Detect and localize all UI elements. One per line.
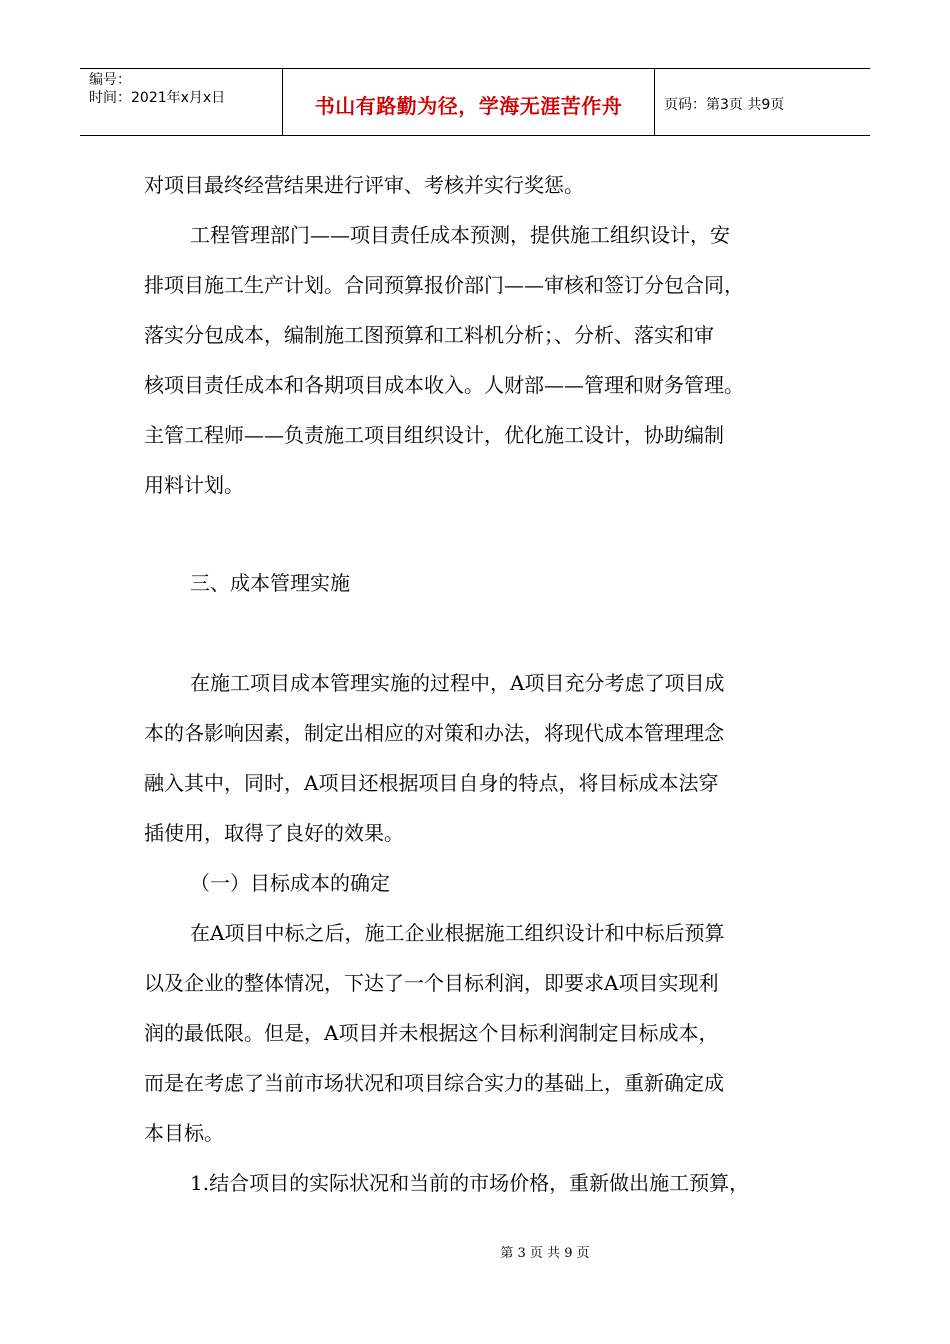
- serial-label: 编号：: [89, 72, 131, 88]
- text-line-16: 润的最低限。但是，A项目并未根据这个目标利润制定目标成本，: [144, 1021, 719, 1045]
- text-line-15: 以及企业的整体情况，下达了一个目标利润，即要求A项目实现利: [144, 971, 719, 995]
- header-page-code: 页码：第3页 共9页: [664, 97, 785, 113]
- header-motto: 书山有路勤为径，学海无涯苦作舟: [283, 69, 655, 135]
- text-line-18: 本目标。: [144, 1121, 224, 1145]
- time-label: 时间：2021年x月x日: [89, 90, 226, 106]
- text-line-9: 在施工项目成本管理实施的过程中，A项目充分考虑了项目成: [190, 671, 725, 695]
- text-line-11: 融入其中，同时，A项目还根据项目自身的特点，将目标成本法穿: [144, 771, 719, 795]
- text-line-14: 在A项目中标之后，施工企业根据施工组织设计和中标后预算: [190, 921, 725, 945]
- text-line-17: 而是在考虑了当前市场状况和项目综合实力的基础上，重新确定成: [144, 1071, 724, 1095]
- text-line-1: 对项目最终经营结果进行评审、考核并实行奖惩。: [144, 173, 584, 197]
- page-footer: 第 3 页 共 9 页: [500, 1246, 590, 1261]
- text-line-7: 用料计划。: [144, 473, 244, 497]
- text-line-19: 1.结合项目的实际状况和当前的市场价格，重新做出施工预算，: [190, 1171, 750, 1195]
- header-meta: [80, 69, 283, 135]
- text-line-4: 落实分包成本，编制施工图预算和工料机分析；、分析、落实和审: [144, 323, 714, 347]
- text-line-6: 主管工程师——负责施工项目组织设计，优化施工设计，协助编制: [144, 423, 724, 447]
- text-line-3: 排项目施工生产计划。合同预算报价部门——审核和签订分包合同，: [144, 273, 744, 297]
- text-line-5: 核项目责任成本和各期项目成本收入。人财部——管理和财务管理。: [144, 373, 744, 397]
- page-header: [80, 68, 870, 136]
- section-heading: 三、成本管理实施: [190, 571, 350, 595]
- subsection-heading: （一）目标成本的确定: [190, 871, 390, 895]
- text-line-12: 插使用，取得了良好的效果。: [144, 821, 404, 845]
- text-line-2: 工程管理部门——项目责任成本预测，提供施工组织设计，安: [190, 223, 730, 247]
- text-line-10: 本的各影响因素，制定出相应的对策和办法，将现代成本管理理念: [144, 721, 724, 745]
